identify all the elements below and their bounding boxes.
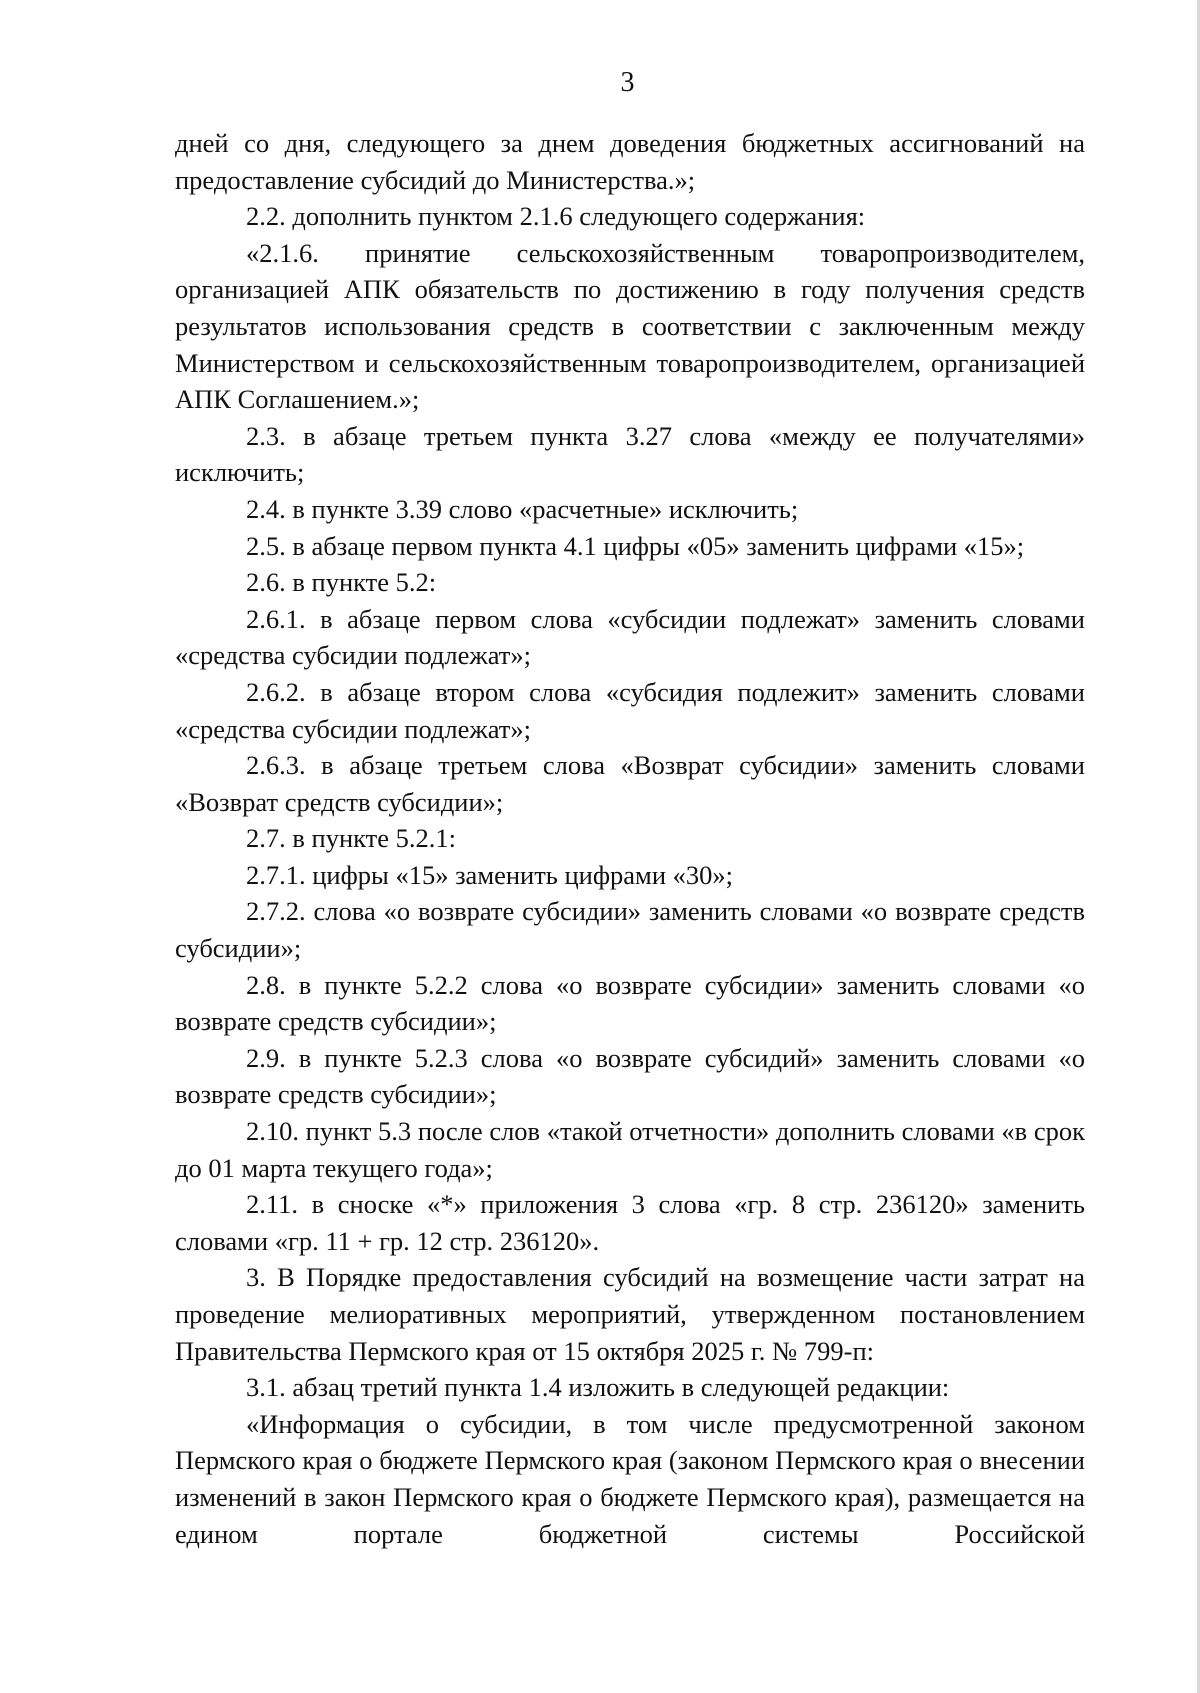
document-body xyxy=(175,125,1085,1552)
page-number: 3 xyxy=(620,67,635,98)
paragraph: 2.6.1. в абзаце первом слова «субсидии подлежат» заменить словами «средства субсидии подлежат»; xyxy=(175,603,1085,671)
paragraph: 2.7.2. слова «о возврате субсидии» заменить словами «о возврате средств субсидии»; xyxy=(175,896,1085,964)
paragraph: 2.6.3. в абзаце третьем слова «Возврат субсидии» заменить словами «Возврат средств субсидии»; xyxy=(175,750,1085,817)
paragraph: 2.7. в пункте 5.2.1: xyxy=(246,823,456,854)
paragraph: 2.9. в пункте 5.2.3 слова «о возврате субсидий» заменить словами «о возврате средств субсидии»; xyxy=(175,1042,1085,1110)
paragraph: 3.1. абзац третий пункта 1.4 изложить в следующей редакции: xyxy=(246,1372,950,1403)
paragraph: дней со дня, следующего за днем доведения бюджетных ассигнований на предоставление субсидий до Министерства.»; xyxy=(175,128,1085,195)
paragraph: 2.2. дополнить пунктом 2.1.6 следующего содержания: xyxy=(246,201,866,232)
paragraph: «Информация о субсидии, в том числе предусмотренной законом Пермского края о бюджете Пермского края (законом Пермского края о внесении изменений в закон Пермского края о бюджете Пермского края), размещается на едином портале бюджетной системы Российской xyxy=(175,1408,1085,1549)
paragraph: 2.11. в сноске «*» приложения 3 слова «гр. 8 стр. 236120» заменить словами «гр. 11 + гр. 12 стр. 236120». xyxy=(175,1189,1085,1256)
paragraph: 2.10. пункт 5.3 после слов «такой отчетности» дополнить словами «в срок до 01 марта текущего года»; xyxy=(175,1116,1085,1183)
paragraph: 2.6.2. в абзаце втором слова «субсидия подлежит» заменить словами «средства субсидии подлежат»; xyxy=(175,676,1085,744)
paragraph: «2.1.6. принятие сельскохозяйственным товаропроизводителем, организацией АПК обязательств по достижению в году получения средств результатов использования средств в соответствии с заключенным между Министерством и сельскохозяйственным товаропроизводителем, организацией АПК Соглашением.»; xyxy=(175,237,1085,415)
paragraph: 2.3. в абзаце третьем пункта 3.27 слова «между ее получателями» исключить; xyxy=(175,420,1085,488)
paragraph: 2.8. в пункте 5.2.2 слова «о возврате субсидии» заменить словами «о возврате средств субсидии»; xyxy=(175,969,1085,1037)
paragraph: 2.7.1. цифры «15» заменить цифрами «30»; xyxy=(246,859,733,890)
paragraph: 2.4. в пункте 3.39 слово «расчетные» исключить; xyxy=(246,493,799,524)
paragraph: 3. В Порядке предоставления субсидий на возмещение части затрат на проведение мелиоративных мероприятий, утвержденном постановлением Правительства Пермского края от 15 октября 2025 г. № 799-п: xyxy=(175,1262,1085,1366)
paragraph: 2.6. в пункте 5.2: xyxy=(246,567,437,598)
paragraph: 2.5. в абзаце первом пункта 4.1 цифры «05» заменить цифрами «15»; xyxy=(246,530,1025,561)
